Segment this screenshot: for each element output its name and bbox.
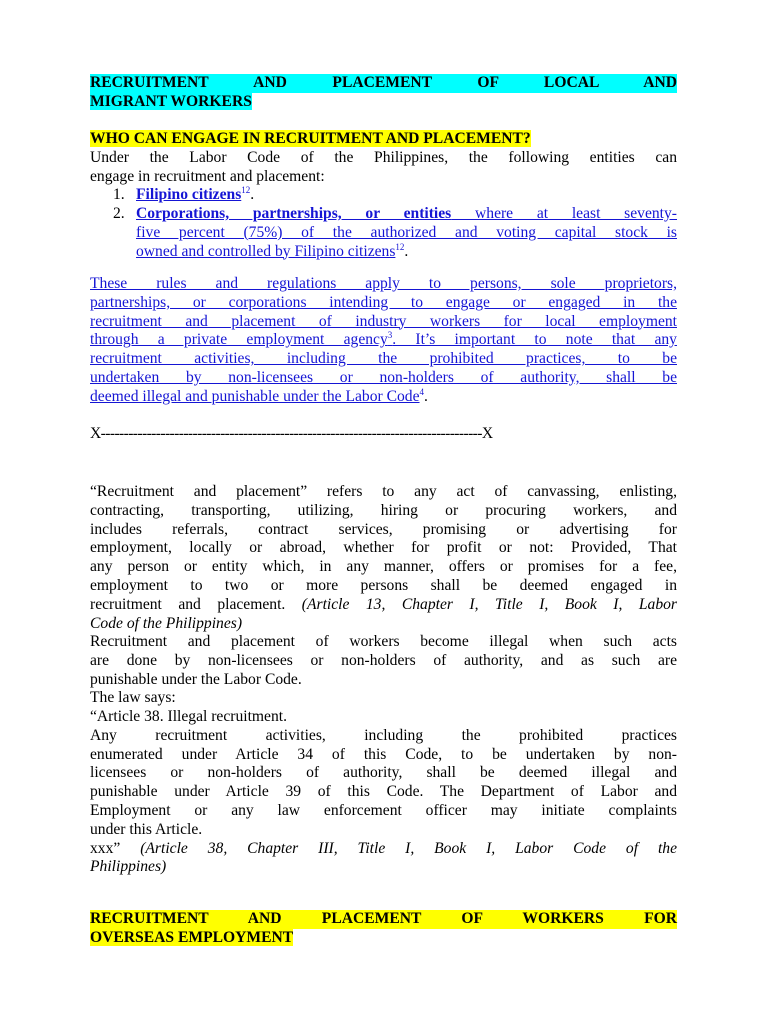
list-text: where at least seventy- [451,205,678,222]
rules-line: These rules and regulations apply to persons, sole proprietors, [90,275,677,292]
citation: Code of the Philippines) [90,614,243,632]
illegal-line: Recruitment and placement of workers become illegal when such acts [90,633,677,650]
rules-line: undertaken by non-licensees or non-holders of authority, shall be [90,368,677,386]
rules-line: deemed illegal and punishable under the Labor Code [90,387,420,405]
definition-line: contracting, transporting, utilizing, hiring or procuring workers, and [90,501,677,519]
heading-local-migrant [90,74,677,112]
illegal-line: punishable under the Labor Code. [90,670,302,688]
list-tail: . [250,186,255,203]
article-xxx: xxx” [90,839,141,857]
heading-overseas-line2: OVERSEAS EMPLOYMENT [90,928,294,946]
list-number: 2. [113,205,125,222]
intro-line: engage in recruitment and placement: [90,167,325,185]
heading-word: AND [643,74,677,91]
definition-line: employment to two or more persons shall be deemed engaged in [90,576,677,594]
heading-word: FOR [644,910,677,927]
definition-line: “Recruitment and placement” refers to any act of canvassing, enlisting, [90,483,677,500]
heading-who-can-engage-text: WHO CAN ENGAGE IN RECRUITMENT AND PLACEMENT? [90,130,531,147]
citation: Philippines) [90,858,167,876]
heading-local-migrant-line1 [90,74,677,93]
corporations-link[interactable]: Corporations, partnerships, or entities [136,205,452,222]
rules-line: . It’s important to note that any [392,331,677,349]
heading-word: RECRUITMENT [90,910,209,927]
heading-word: LOCAL [543,74,599,91]
article-line: under this Article. [90,820,203,838]
illegal-paragraph [90,633,677,708]
rules-line: through a private employment agency [90,331,388,349]
heading-word: PLACEMENT [332,74,432,91]
filipino-citizens-link[interactable]: Filipino citizens [136,186,242,203]
heading-word: WORKERS [522,910,604,927]
article-line: enumerated under Article 34 of this Code, to be undertaken by non- [90,745,677,763]
heading-word: OF [461,910,483,927]
footnote-ref[interactable]: 4 [419,386,425,397]
article-line: punishable under Article 39 of this Code. The Department of Labor and [90,783,677,801]
list-text: five percent (75%) of the authorized and voting capital stock is [136,223,677,241]
list-tail: . [404,242,409,260]
article-line: Any recruitment activities, including the prohibited practices [90,726,677,744]
rules-paragraph [90,275,677,407]
article-38-title: “Article 38. Illegal recruitment. [90,708,288,725]
illegal-line: are done by non-licensees or non-holders of authority, and as such are [90,651,677,669]
definition-line: recruitment and placement. [90,595,302,613]
heading-local-migrant-line2: MIGRANT WORKERS [90,92,252,110]
definition-line: includes referrals, contract services, promising or advertising for [90,520,677,538]
heading-who-can-engage [90,130,677,149]
separator-text: X-----------------------------------------------------------------------------------X [90,425,493,442]
intro-line: Under the Labor Code of the Philippines, the following entities can [90,149,677,166]
heading-overseas-line1 [90,910,677,929]
definition-paragraph [90,483,677,633]
law-says: The law says: [90,689,176,707]
footnote-ref[interactable]: 12 [241,185,251,195]
article-line: Employment or any law enforcement officer may initiate complaints [90,801,677,819]
list-text: owned and controlled by Filipino citizens [136,242,396,260]
heading-word: PLACEMENT [321,910,422,927]
article-38-quote [90,708,677,877]
heading-word: AND [253,74,287,91]
definition-line: employment, locally or abroad, whether for profit or not: Provided, That [90,539,677,557]
rules-line: partnerships, or corporations intending to engage or engaged in the [90,293,677,311]
citation: (Article 13, Chapter I, Title I, Book I, Labor [301,595,677,613]
intro-paragraph [90,149,677,187]
list-item-corporations [113,205,677,262]
heading-word: RECRUITMENT [90,74,209,91]
separator-line [90,425,677,444]
citation: (Article 38, Chapter III, Title I, Book I, Labor Code of the [140,839,677,857]
heading-word: AND [247,910,282,927]
rules-line: recruitment and placement of industry workers for local employment [90,312,677,330]
rules-line: recruitment activities, including the prohibited practices, to be [90,350,677,368]
definition-line: any person or entity which, in any manner, offers or promises for a fee, [90,558,677,576]
heading-overseas [90,910,677,948]
heading-word: OF [477,74,499,91]
article-line: licensees or non-holders of authority, shall be deemed illegal and [90,764,677,782]
footnote-ref[interactable]: 3 [387,330,393,341]
list-number: 1. [113,186,125,203]
footnote-ref[interactable]: 12 [395,241,405,252]
rules-tail: . [424,387,428,405]
